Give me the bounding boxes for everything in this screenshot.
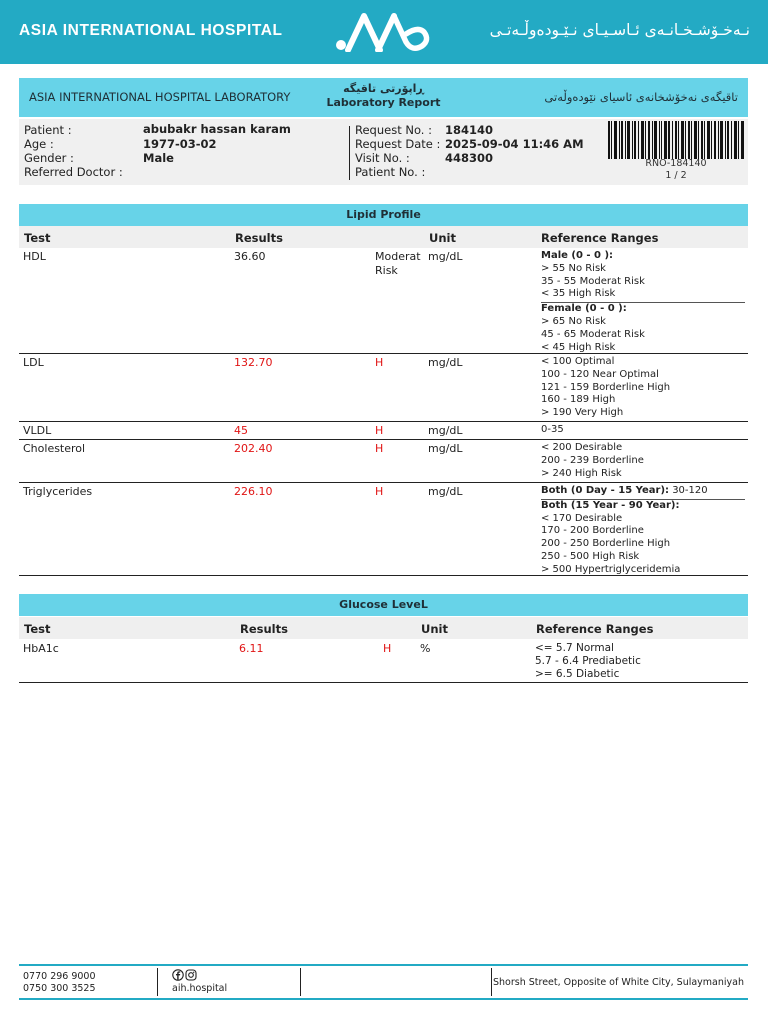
footer-top-rule bbox=[19, 964, 748, 966]
row-divider bbox=[19, 421, 748, 422]
request-no-value: 184140 bbox=[445, 123, 494, 137]
row-divider bbox=[19, 682, 748, 683]
row-divider bbox=[19, 353, 748, 354]
col-unit: Unit bbox=[421, 622, 448, 636]
test-unit: mg/dL bbox=[428, 485, 463, 498]
hospital-name-en: ASIA INTERNATIONAL HOSPITAL bbox=[19, 22, 283, 39]
row-divider bbox=[19, 482, 748, 483]
col-test: Test bbox=[24, 622, 51, 636]
footer-phone-2: 0750 300 3525 bbox=[23, 983, 96, 994]
test-unit: mg/dL bbox=[428, 250, 463, 263]
referred-doctor-label: Referred Doctor : bbox=[24, 165, 123, 179]
test-unit: mg/dL bbox=[428, 442, 463, 455]
request-date-value: 2025-09-04 11:46 AM bbox=[445, 137, 584, 151]
test-result: 226.10 bbox=[234, 485, 273, 498]
patient-name: abubakr hassan karam bbox=[143, 122, 291, 136]
gender-label: Gender : bbox=[24, 151, 74, 165]
test-name: Cholesterol bbox=[23, 442, 86, 455]
ref-line: 100 - 120 Near Optimal bbox=[541, 368, 659, 380]
report-heading bbox=[19, 78, 748, 117]
reference-range bbox=[541, 442, 644, 480]
reference-range bbox=[535, 642, 641, 680]
result-flag: H bbox=[375, 356, 384, 369]
row-divider bbox=[19, 439, 748, 440]
patient-no-label: Patient No. : bbox=[355, 165, 426, 179]
col-results: Results bbox=[235, 231, 283, 245]
footer-divider bbox=[157, 968, 158, 996]
col-ref: Reference Ranges bbox=[541, 231, 659, 245]
test-name: Triglycerides bbox=[23, 485, 93, 498]
lipid-profile-title: Lipid Profile bbox=[19, 204, 748, 226]
ref-line: >= 6.5 Diabetic bbox=[535, 667, 620, 680]
gender-value: Male bbox=[143, 151, 174, 165]
patient-divider bbox=[349, 126, 350, 180]
barcode-text: RNO-184140 bbox=[645, 158, 707, 169]
ref-group-head: Male (0 - 0 ): bbox=[541, 250, 614, 261]
ref-line: > 190 Very High bbox=[541, 407, 624, 419]
col-unit: Unit bbox=[429, 231, 456, 245]
report-title-en: Laboratory Report bbox=[326, 96, 441, 109]
ref-group-value: 30-120 bbox=[669, 485, 708, 496]
result-flag: H bbox=[375, 485, 384, 498]
ref-line: > 55 No Risk bbox=[541, 262, 606, 274]
ref-line: 250 - 500 High Risk bbox=[541, 550, 640, 562]
reference-range: 0-35 bbox=[541, 424, 564, 435]
test-result: 202.40 bbox=[234, 442, 273, 455]
ref-group-head: Female (0 - 0 ): bbox=[541, 303, 627, 315]
ref-line: > 240 High Risk bbox=[541, 467, 622, 479]
ref-line: 160 - 189 High bbox=[541, 394, 616, 406]
test-result: 132.70 bbox=[234, 356, 273, 369]
test-unit: mg/dL bbox=[428, 356, 463, 369]
ref-line: <= 5.7 Normal bbox=[535, 642, 614, 654]
col-test: Test bbox=[24, 231, 51, 245]
visit-no-value: 448300 bbox=[445, 151, 494, 165]
ref-line: 121 - 159 Borderline High bbox=[541, 381, 671, 393]
ref-line: < 35 High Risk bbox=[541, 288, 616, 300]
ref-line: 170 - 200 Borderline bbox=[541, 525, 644, 537]
test-name: HDL bbox=[23, 250, 46, 263]
test-result: 36.60 bbox=[234, 250, 266, 263]
reference-range bbox=[541, 250, 745, 354]
test-result: 45 bbox=[234, 424, 248, 437]
hospital-header-bar bbox=[0, 0, 768, 64]
ref-group-head: Both (0 Day - 15 Year): bbox=[541, 485, 670, 496]
ref-line: 45 - 65 Moderat Risk bbox=[541, 328, 645, 340]
glucose-column-header bbox=[19, 617, 748, 639]
ref-line: 200 - 250 Borderline High bbox=[541, 538, 671, 550]
barcode-icon bbox=[608, 121, 744, 159]
hospital-name-ku: نـەخـۆشـخـانـەی ئـاسـیـای نـێـودەوڵـەتـی bbox=[489, 21, 750, 39]
footer-address: Shorsh Street, Opposite of White City, Sulaymaniyah bbox=[492, 977, 744, 988]
request-no-label: Request No. : bbox=[355, 123, 432, 137]
ref-line: 5.7 - 6.4 Prediabetic bbox=[535, 654, 641, 667]
report-title-ku: ڕاپۆرتی تاقیگە bbox=[343, 82, 424, 95]
lipid-column-header bbox=[19, 226, 748, 248]
lab-name-en: ASIA INTERNATIONAL HOSPITAL LABORATORY bbox=[29, 90, 291, 104]
page-number: 1 / 2 bbox=[665, 170, 687, 181]
result-flag: H bbox=[383, 642, 392, 655]
facebook-icon[interactable] bbox=[172, 969, 184, 981]
lab-name-ku: تاقیگەی نەخۆشخانەی ئاسیای نێودەوڵەتی bbox=[544, 90, 738, 104]
test-unit: mg/dL bbox=[428, 424, 463, 437]
col-ref: Reference Ranges bbox=[536, 622, 654, 636]
footer-divider bbox=[300, 968, 301, 996]
row-divider bbox=[19, 575, 748, 576]
ref-line: > 500 Hypertriglyceridemia bbox=[541, 563, 681, 575]
ref-line: < 170 Desirable bbox=[541, 512, 623, 524]
reference-range bbox=[541, 356, 670, 420]
request-date-label: Request Date : bbox=[355, 137, 441, 151]
result-flag: H bbox=[375, 424, 384, 437]
instagram-icon[interactable] bbox=[185, 969, 197, 981]
ref-group-head: Both (15 Year - 90 Year): bbox=[541, 499, 680, 511]
ref-line: 200 - 239 Borderline bbox=[541, 454, 644, 466]
footer-social-handle[interactable]: aih.hospital bbox=[172, 983, 228, 994]
col-results: Results bbox=[240, 622, 288, 636]
ref-line: < 100 Optimal bbox=[541, 356, 615, 367]
patient-label: Patient : bbox=[24, 123, 72, 137]
test-name: VLDL bbox=[23, 424, 52, 437]
ref-line: < 200 Desirable bbox=[541, 442, 623, 453]
footer-phone-1: 0770 296 9000 bbox=[23, 971, 96, 982]
test-result: 6.11 bbox=[239, 642, 264, 655]
footer-bottom-rule bbox=[19, 998, 748, 1000]
test-unit: % bbox=[420, 642, 431, 655]
aih-logo-icon bbox=[334, 12, 434, 52]
test-name: HbA1c bbox=[23, 642, 59, 655]
age-value: 1977-03-02 bbox=[143, 137, 217, 151]
test-name: LDL bbox=[23, 356, 44, 369]
result-flag: H bbox=[375, 442, 384, 455]
age-label: Age : bbox=[24, 137, 54, 151]
reference-range bbox=[541, 485, 745, 577]
ref-line: < 45 High Risk bbox=[541, 341, 616, 353]
glucose-level-title: Glucose LeveL bbox=[19, 594, 748, 616]
ref-line: > 65 No Risk bbox=[541, 315, 606, 327]
visit-no-label: Visit No. : bbox=[355, 151, 410, 165]
result-flag: Moderat Risk bbox=[375, 250, 421, 277]
ref-line: 35 - 55 Moderat Risk bbox=[541, 275, 645, 287]
